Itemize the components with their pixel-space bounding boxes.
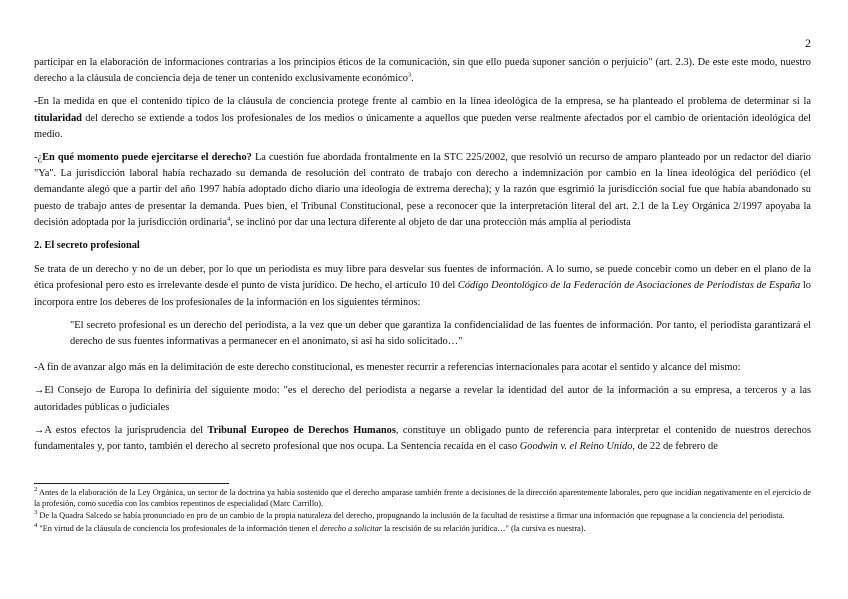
footnote-2: $^2$ Antes de la elaboración de la Ley Orgánica, un sector de la doctrina ya había sostenido que el derecho amparase también frente a decisiones de la dirección aparentemente laborales, pero que incidían negativamente en el ejercicio de la profesión, como sucedía con los cambios repentinos de especialidad (Marc Carrillo).	[34, 486, 811, 509]
footnote-ref-3[interactable]: 3	[407, 71, 412, 79]
page-number: 2	[805, 36, 811, 50]
footnote-3: $^3$ De la Quadra Salcedo se había pronunciado en pro de un cambio de la propia naturaleza del derecho, propugnando la inclusión de la facultad de resistirse a firmar una información que repugnase a la conciencia del periodista.	[34, 509, 785, 521]
block-quote: "El secreto profesional es un derecho del periodista, a la vez que un deber que garantiza la confidencialidad de las fuentes de información. Por tanto, el periodista garantizará el derecho de sus fuentes informativas a permanecer en el anonimato, si así ha sido solicitado…"	[70, 319, 811, 348]
italic-case: Goodwin v. el Reino Unido	[519, 441, 633, 453]
paragraph-titularidad: -En la medida en que el contenido típico de la cláusula de conciencia protege frente al cambio en la línea ideológica de la empresa, se ha planteado el problema de determinar si la titularidad del derecho se extiende a todos los profesionales de los medios o únicamente a aquellos que pueden verse realmente afectados por el cambio de orientación ideológica del medio.	[34, 96, 811, 140]
paragraph-consejo-europa: →El Consejo de Europa lo definiría del siguiente modo: "es el derecho del periodista a negarse a revelar la identidad del autor de la información a su empresa, a terceros y a las autoridades públicas o judiciales	[34, 385, 811, 413]
italic-title: Código Deontológico de la Federación de Asociaciones de Periodistas de España	[457, 280, 801, 292]
bold-term: titularidad	[34, 112, 82, 124]
arrow-icon: →	[34, 385, 45, 397]
footnotes	[34, 487, 811, 535]
paragraph-secreto: Se trata de un derecho y no de un deber, por lo que un periodista es muy libre para desvelar sus fuentes de información. A lo sumo, se puede concebir como un deber en el plano de la ética profesional pero esto es irrelevante desde el punto de vista jurídico. De hecho, el artículo 10 del Código Deontológico de la Federación de Asociaciones de Periodistas de España lo incorpora entre los deberes de los profesionales de la información en los siguientes términos:	[34, 264, 811, 308]
bold-court: Tribunal Europeo de Derechos Humanos	[207, 424, 396, 436]
bold-question: En qué momento puede ejercitarse el derecho?	[42, 152, 252, 164]
arrow-icon: →	[34, 424, 45, 436]
paragraph-referencias: -A fin de avanzar algo más en la delimitación de este derecho constitucional, es menester recurrir a referencias internacionales para acotar el sentido y alcance del mismo:	[34, 362, 741, 374]
paragraph-continuation: participar en la elaboración de informaciones contrarias a los principios éticos de la comunicación, sin que ello pueda suponer sanción o perjuicio" (art. 2.3). De este este modo, nuestro derecho a la cláusula de conciencia deja de tener un contenido exclusivamente económico$^3$.	[34, 57, 811, 85]
footnote-4: $^4$ "En virtud de la cláusula de conciencia los profesionales de la información tienen el derecho a solicitar la rescisión de su relación jurídica…" (la cursiva es nuestra).	[34, 521, 586, 533]
document-body	[34, 55, 811, 462]
paragraph-momento: -¿En qué momento puede ejercitarse el derecho? La cuestión fue abordada frontalmente en la STC 225/2002, que resolvió un recurso de amparo planteado por un redactor del diario "Ya". La jurisdicción laboral había rechazado su demanda de resolución del contrato de trabajo con derecho a indemnización por cambio en la línea ideológica del periódico (el demandante alegó que a partir del año 1997 había adoptado dicho diario una ideología de extrema derecha); y la razón que esgrimió la jurisdicción social fue que había abandonado su puesto de trabajo antes de presentar la demanda. Pues bien, el Tribunal Constitucional, pese a reconocer que la interpretación literal del art. 2.1 de la Ley Orgánica 2/1997 apoyaba la decisión adoptada por la jurisdicción ordinaria$^4$, se inclinó por dar una lectura diferente al objeto de dar una protección más amplia al periodista	[34, 152, 811, 228]
footnote-ref-4[interactable]: 4	[227, 215, 231, 223]
section-heading: 2. El secreto profesional	[34, 240, 140, 252]
footnote-separator	[34, 483, 229, 484]
paragraph-tedh: →A estos efectos la jurisprudencia del Tribunal Europeo de Derechos Humanos, constituye un obligado punto de referencia para interpretar el contenido de nuestros derechos fundamentales y, por tanto, también el derecho al secreto profesional que nos ocupa. La Sentencia recaída en el caso Goodwin v. el Reino Unido, de 22 de febrero de	[34, 424, 811, 453]
